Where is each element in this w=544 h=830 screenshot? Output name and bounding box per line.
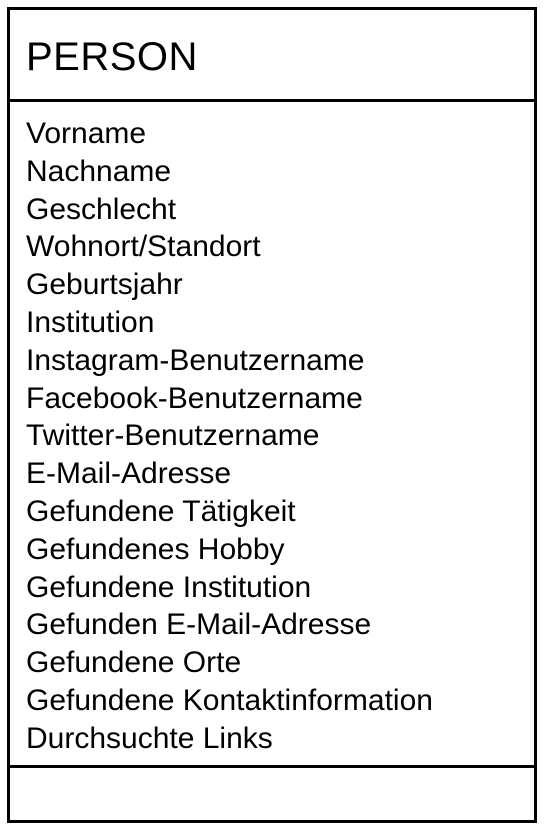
attribute-wohnort-standort: Wohnort/Standort <box>26 230 261 264</box>
attributes-compartment <box>10 102 534 768</box>
attribute-institution: Institution <box>26 305 155 339</box>
attribute-gefunden-email-adresse: Gefunden E-Mail-Adresse <box>26 608 372 642</box>
attribute-gefundene-kontaktinformation: Gefundene Kontaktinformation <box>26 683 433 717</box>
attribute-gefundenes-hobby: Gefundenes Hobby <box>26 532 285 566</box>
attribute-vorname: Vorname <box>26 117 147 150</box>
attribute-instagram-benutzername: Instagram-Benutzername <box>26 343 365 377</box>
attribute-twitter-benutzername: Twitter-Benutzername <box>26 419 320 453</box>
attribute-gefundene-orte: Gefundene Orte <box>26 646 242 680</box>
attribute-nachname: Nachname <box>26 154 172 188</box>
attribute-list <box>26 115 433 758</box>
attribute-email-adresse: E-Mail-Adresse <box>26 457 232 491</box>
class-name: PERSON <box>26 35 198 79</box>
attribute-geburtsjahr: Geburtsjahr <box>26 268 183 302</box>
attribute-facebook-benutzername: Facebook-Benutzername <box>26 381 363 415</box>
attribute-gefundene-taetigkeit: Gefundene Tätigkeit <box>26 494 296 528</box>
attribute-durchsuchte-links: Durchsuchte Links <box>26 721 273 755</box>
attribute-gefundene-institution: Gefundene Institution <box>26 570 312 604</box>
methods-compartment <box>10 768 534 820</box>
uml-class-box <box>7 7 537 823</box>
attribute-geschlecht: Geschlecht <box>26 192 177 226</box>
class-header <box>10 10 534 102</box>
